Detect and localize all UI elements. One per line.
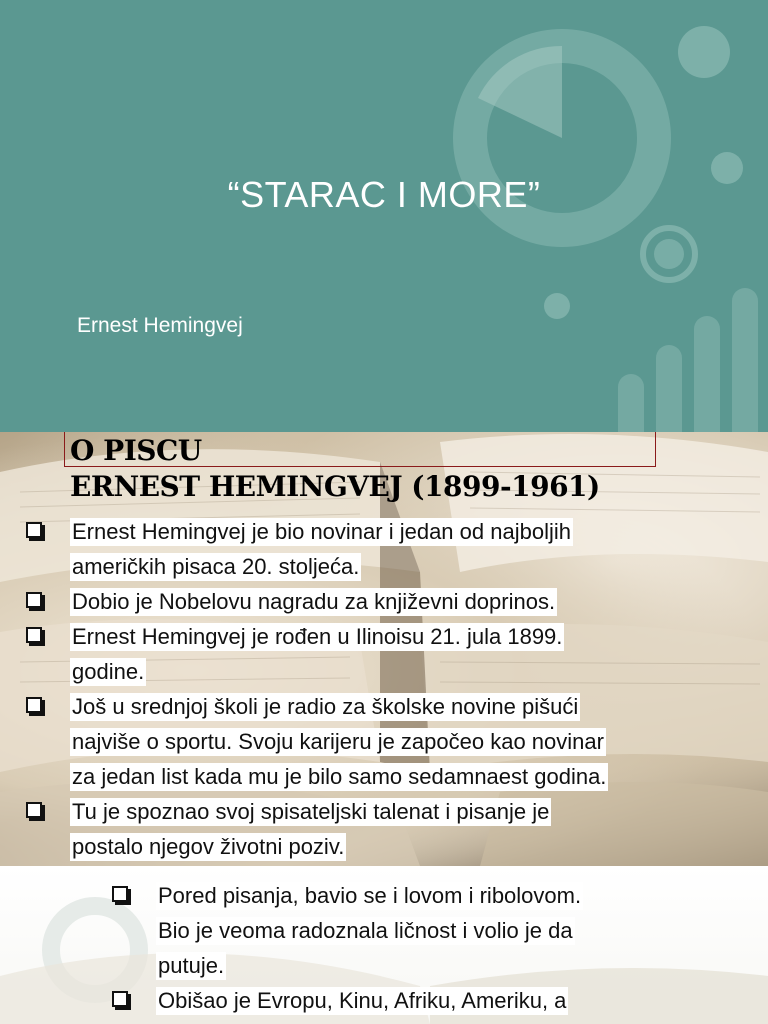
bullet-text: postalo njegov životni poziv. — [72, 834, 345, 859]
checkbox-icon — [26, 592, 42, 608]
list-item-continuation — [112, 915, 762, 950]
bullet-text: Pored pisanja, bavio se i lovom i ribolovom. — [158, 883, 582, 908]
checkbox-icon — [26, 522, 42, 538]
bullet-text: Bio je veoma radoznala ličnost i volio je da — [158, 918, 573, 943]
bullet-text: za jedan list kada mu je bilo samo sedamnaest godina. — [72, 764, 607, 789]
list-item-continuation — [26, 761, 766, 796]
list-item-continuation — [112, 950, 762, 985]
checkbox-icon — [26, 802, 42, 818]
bullet-text: putuje. — [158, 953, 225, 978]
bullet-text: Ernest Hemingvej je bio novinar i jedan od najboljih — [72, 519, 571, 544]
checkbox-icon — [26, 697, 42, 713]
list-item — [26, 796, 766, 831]
list-item-continuation — [26, 726, 766, 761]
list-item — [26, 586, 766, 621]
travel-slide — [0, 866, 768, 1024]
bullet-list — [26, 516, 766, 866]
title-slide — [0, 0, 768, 432]
checkbox-icon — [26, 627, 42, 643]
list-item-continuation — [26, 831, 766, 866]
list-item — [26, 516, 766, 551]
checkbox-icon — [112, 886, 128, 902]
bullet-text: Još u srednjoj školi je radio za školske novine pišući — [72, 694, 579, 719]
bullet-text: godine. — [72, 659, 145, 684]
bullet-text: Ernest Hemingvej je rođen u Ilinoisu 21. jula 1899. — [72, 624, 563, 649]
author-slide — [0, 432, 768, 866]
bullet-text: najviše o sportu. Svoju karijeru je započeo kao novinar — [72, 729, 604, 754]
bullet-list — [112, 880, 762, 1020]
checkbox-icon — [112, 991, 128, 1007]
list-item — [26, 621, 766, 656]
list-item — [112, 985, 762, 1020]
author-heading: ERNEST HEMINGVEJ (1899-1961) — [70, 470, 600, 503]
slide-subtitle: Ernest Hemingvej — [77, 314, 243, 337]
list-item-continuation — [26, 551, 766, 586]
list-item — [112, 880, 762, 915]
slide-title: “STARAC I MORE” — [227, 174, 541, 215]
bullet-text: Dobio je Nobelovu nagradu za književni doprinos. — [72, 589, 556, 614]
decorative-circles — [0, 0, 768, 432]
list-item — [26, 691, 766, 726]
bullet-text: američkih pisaca 20. stoljeća. — [72, 554, 360, 579]
bullet-text: Tu je spoznao svoj spisateljski talenat i pisanje je — [72, 799, 550, 824]
bullet-text: Obišao je Evropu, Kinu, Afriku, Ameriku, a — [158, 988, 567, 1013]
section-heading: O PISCU — [70, 434, 202, 467]
list-item-continuation — [26, 656, 766, 691]
